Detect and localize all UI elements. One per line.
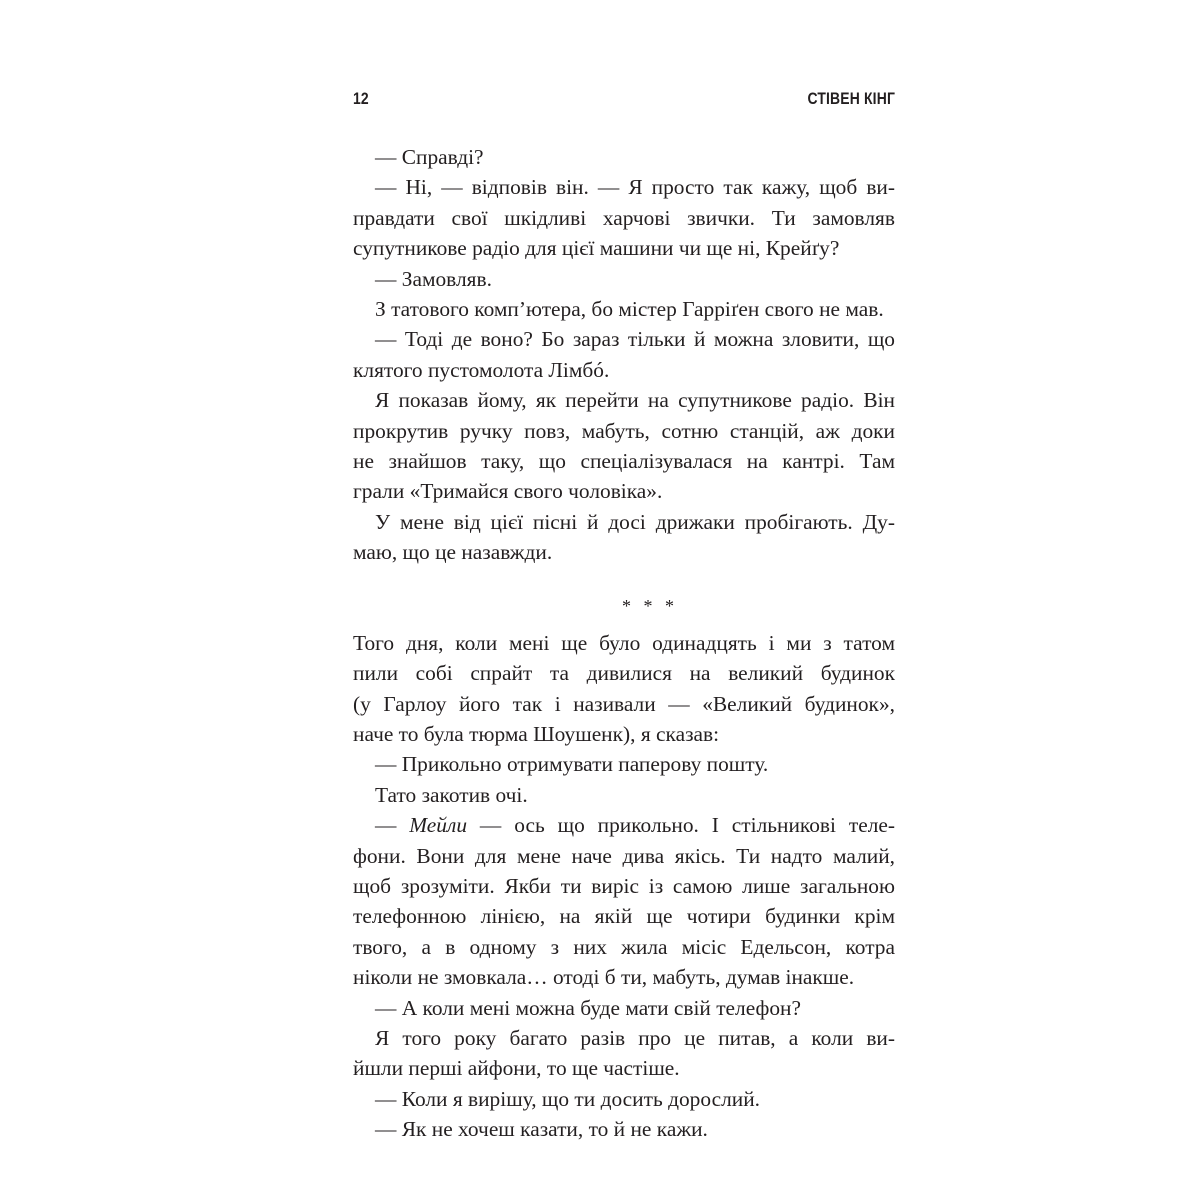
text-line: грали «Тримайся свого чоловіка». bbox=[353, 479, 663, 504]
text-line: правдати свої шкідливі харчові звички. Ти замовляв bbox=[353, 205, 895, 230]
section-two-intro bbox=[353, 628, 895, 810]
text-line: Того дня, коли мені ще було одинадцять і ми з татом bbox=[353, 630, 895, 655]
text-line-emails bbox=[353, 810, 895, 840]
text-line: пили собі спрайт та дивилися на великий будинок bbox=[353, 661, 895, 686]
text-block bbox=[353, 142, 895, 1145]
text-line: З татового комп’ютера, бо містер Гарріґен свого не мав. bbox=[375, 296, 884, 321]
text-line: клятого пустомолота Лімбó. bbox=[353, 357, 610, 382]
text-line: маю, що це назавжди. bbox=[353, 540, 553, 565]
text-line: йшли перші айфони, то ще частіше. bbox=[353, 1056, 680, 1081]
book-page bbox=[353, 86, 895, 1145]
line-rest: — ось що прикольно. І стільникові теле- bbox=[467, 813, 895, 838]
text-line: — Коли я вирішу, що ти досить дорослий. bbox=[375, 1086, 760, 1111]
text-line: телефонною лінією, на якій ще чотири будинки крім bbox=[353, 904, 895, 929]
text-line: Я показав йому, як перейти на супутникове радіо. Він bbox=[375, 388, 895, 413]
italic-word: Мейли bbox=[409, 813, 468, 838]
scene-separator: * * * bbox=[622, 596, 678, 617]
page-number: 12 bbox=[353, 89, 369, 108]
text-line: (у Гарлоу його так і називали — «Великий будинок», bbox=[353, 691, 895, 716]
text-line: У мене від цієї пісні й досі дрижаки пробігають. Ду- bbox=[375, 509, 895, 534]
text-line: — Прикольно отримувати паперову пошту. bbox=[375, 752, 769, 777]
section-one bbox=[353, 142, 895, 567]
text-line: Тато закотив очі. bbox=[375, 782, 528, 807]
text-line: — Тоді де воно? Бо зараз тільки й можна зловити, що bbox=[375, 327, 895, 352]
text-line: — Замовляв. bbox=[375, 266, 492, 291]
text-line: наче то була тюрма Шоушенк), я сказав: bbox=[353, 722, 720, 747]
text-line: щоб зрозуміти. Якби ти виріс із самою лише загальною bbox=[353, 873, 895, 898]
dialogue-dash: — bbox=[375, 813, 410, 838]
text-line: Я того року багато разів про це питав, а коли ви- bbox=[375, 1025, 895, 1050]
text-line: фони. Вони для мене наче дива якісь. Ти надто малий, bbox=[353, 843, 895, 868]
text-line: ніколи не змовкала… отоді б ти, мабуть, думав інакше. bbox=[353, 965, 855, 990]
text-line: — А коли мені можна буде мати свій телефон? bbox=[375, 995, 801, 1020]
section-two-rest bbox=[353, 841, 895, 1145]
text-line: твого, а в одному з них жила місіс Едельсон, котра bbox=[353, 934, 895, 959]
author-name: СТІВЕН КІНГ bbox=[807, 89, 896, 108]
text-line: супутникове радіо для цієї машини чи ще ні, Крейґу? bbox=[353, 236, 840, 261]
text-line: прокрутив ручку повз, мабуть, сотню станцій, аж доки bbox=[353, 418, 895, 443]
text-line: — Справді? bbox=[375, 145, 484, 169]
text-line: — Ні, — відповів він. — Я просто так кажу, щоб ви- bbox=[375, 175, 895, 200]
text-line: — Як не хочеш казати, то й не кажи. bbox=[375, 1117, 708, 1142]
running-head bbox=[353, 86, 895, 112]
text-line: не знайшов таку, що спеціалізувалася на кантрі. Там bbox=[353, 448, 895, 473]
